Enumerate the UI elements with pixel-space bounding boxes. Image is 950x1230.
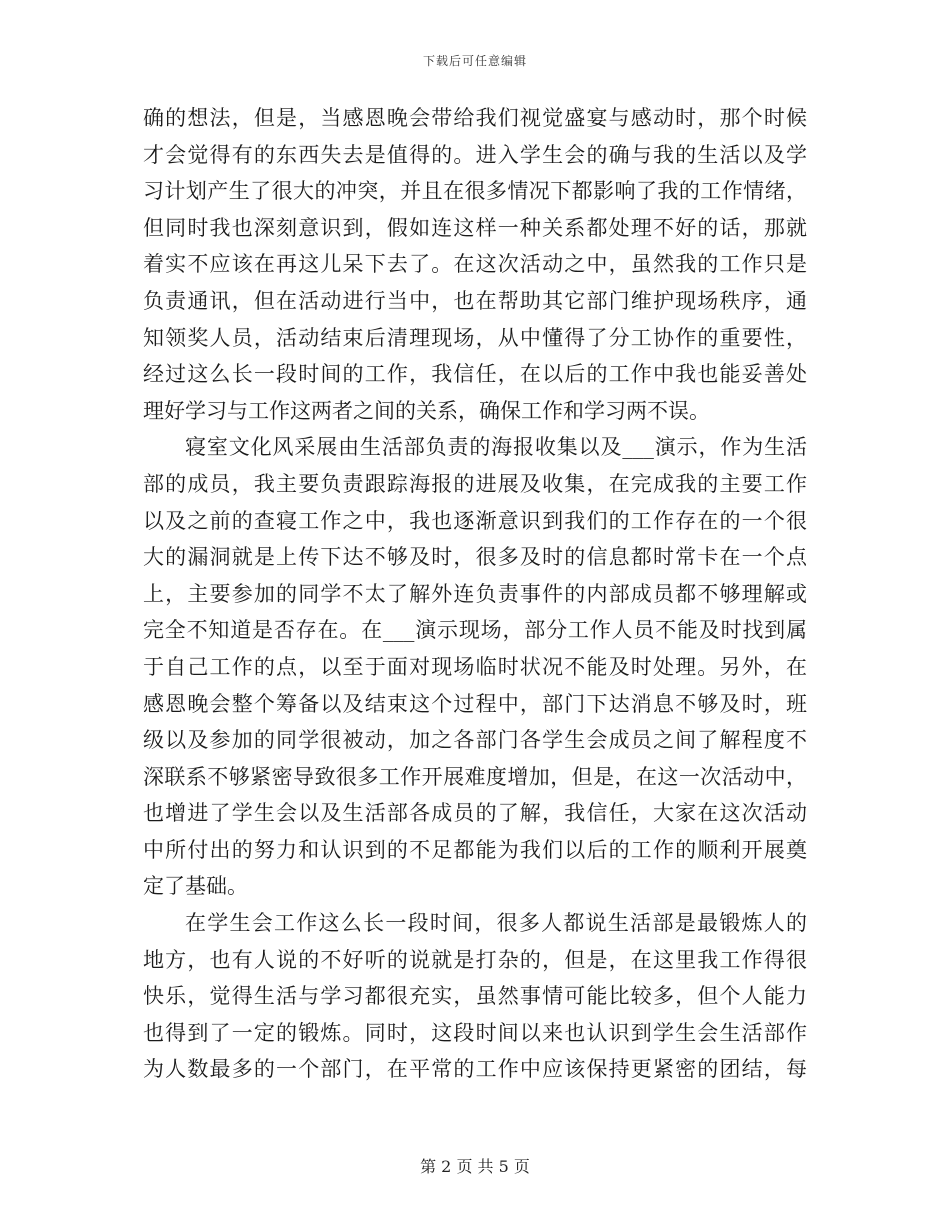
text-line: 在学生会工作这么长一段时间，很多人都说生活部是最锻炼人的 (185, 911, 807, 936)
paragraph (143, 100, 807, 429)
text-line: 理好学习与工作这两者之间的关系，确保工作和学习两不误。 (143, 398, 710, 423)
text-line: 也增进了学生会以及生活部各成员的了解，我信任，大家在这次活动 (143, 801, 807, 826)
document-body (143, 100, 807, 1088)
text-line: 确的想法，但是，当感恩晚会带给我们视觉盛宴与感动时，那个时候 (143, 106, 807, 130)
text-line: 才会觉得有的东西失去是值得的。进入学生会的确与我的生活以及学 (143, 142, 807, 167)
page-number: 第 2 页 共 5 页 (420, 1157, 530, 1176)
text-line: 感恩晚会整个筹备以及结束这个过程中，部门下达消息不够及时，班 (143, 691, 807, 716)
paragraph (143, 429, 807, 905)
text-line: 上，主要参加的同学不太了解外连负责事件的内部成员都不够理解或 (143, 581, 807, 606)
text-line: 但同时我也深刻意识到，假如连这样一种关系都处理不好的话，那就 (143, 215, 807, 240)
text-line: 快乐，觉得生活与学习都很充实，虽然事情可能比较多，但个人能力 (143, 984, 807, 1009)
text-line: 定了基础。 (143, 874, 248, 899)
text-line: 寝室文化风采展由生活部负责的海报收集以及___演示，作为生活 (185, 435, 807, 460)
text-line: 大的漏洞就是上传下达不够及时，很多及时的信息都时常卡在一个点 (143, 545, 807, 570)
text-line: 完全不知道是否存在。在___演示现场，部分工作人员不能及时找到属 (143, 618, 807, 643)
text-line: 负责通讯，但在活动进行当中，也在帮助其它部门维护现场秩序，通 (143, 288, 807, 313)
text-line: 也得到了一定的锻炼。同时，这段时间以来也认识到学生会生活部作 (143, 1020, 807, 1045)
text-line: 部的成员，我主要负责跟踪海报的进展及收集，在完成我的主要工作 (143, 471, 807, 496)
paragraph (143, 905, 807, 1088)
text-line: 级以及参加的同学很被动，加之各部门各学生会成员之间了解程度不 (143, 728, 807, 753)
text-line: 经过这么长一段时间的工作，我信任，在以后的工作中我也能妥善处 (143, 362, 807, 387)
text-line: 习计划产生了很大的冲突，并且在很多情况下都影响了我的工作情绪， (143, 179, 807, 204)
text-line: 以及之前的查寝工作之中，我也逐渐意识到我们的工作存在的一个很 (143, 508, 807, 533)
text-line: 于自己工作的点，以至于面对现场临时状况不能及时处理。另外，在 (143, 654, 807, 679)
text-line: 知领奖人员，活动结束后清理现场，从中懂得了分工协作的重要性， (143, 325, 807, 350)
text-line: 着实不应该在再这儿呆下去了。在这次活动之中，虽然我的工作只是 (143, 252, 807, 277)
text-line: 深联系不够紧密导致很多工作开展难度增加，但是，在这一次活动中， (143, 764, 807, 789)
text-line: 为人数最多的一个部门，在平常的工作中应该保持更紧密的团结，每 (143, 1057, 807, 1082)
text-line: 中所付出的努力和认识到的不足都能为我们以后的工作的顺利开展奠 (143, 837, 807, 862)
text-line: 地方，也有人说的不好听的说就是打杂的，但是，在这里我工作得很 (143, 947, 807, 972)
page-header: 下载后可任意编辑 (422, 54, 527, 68)
